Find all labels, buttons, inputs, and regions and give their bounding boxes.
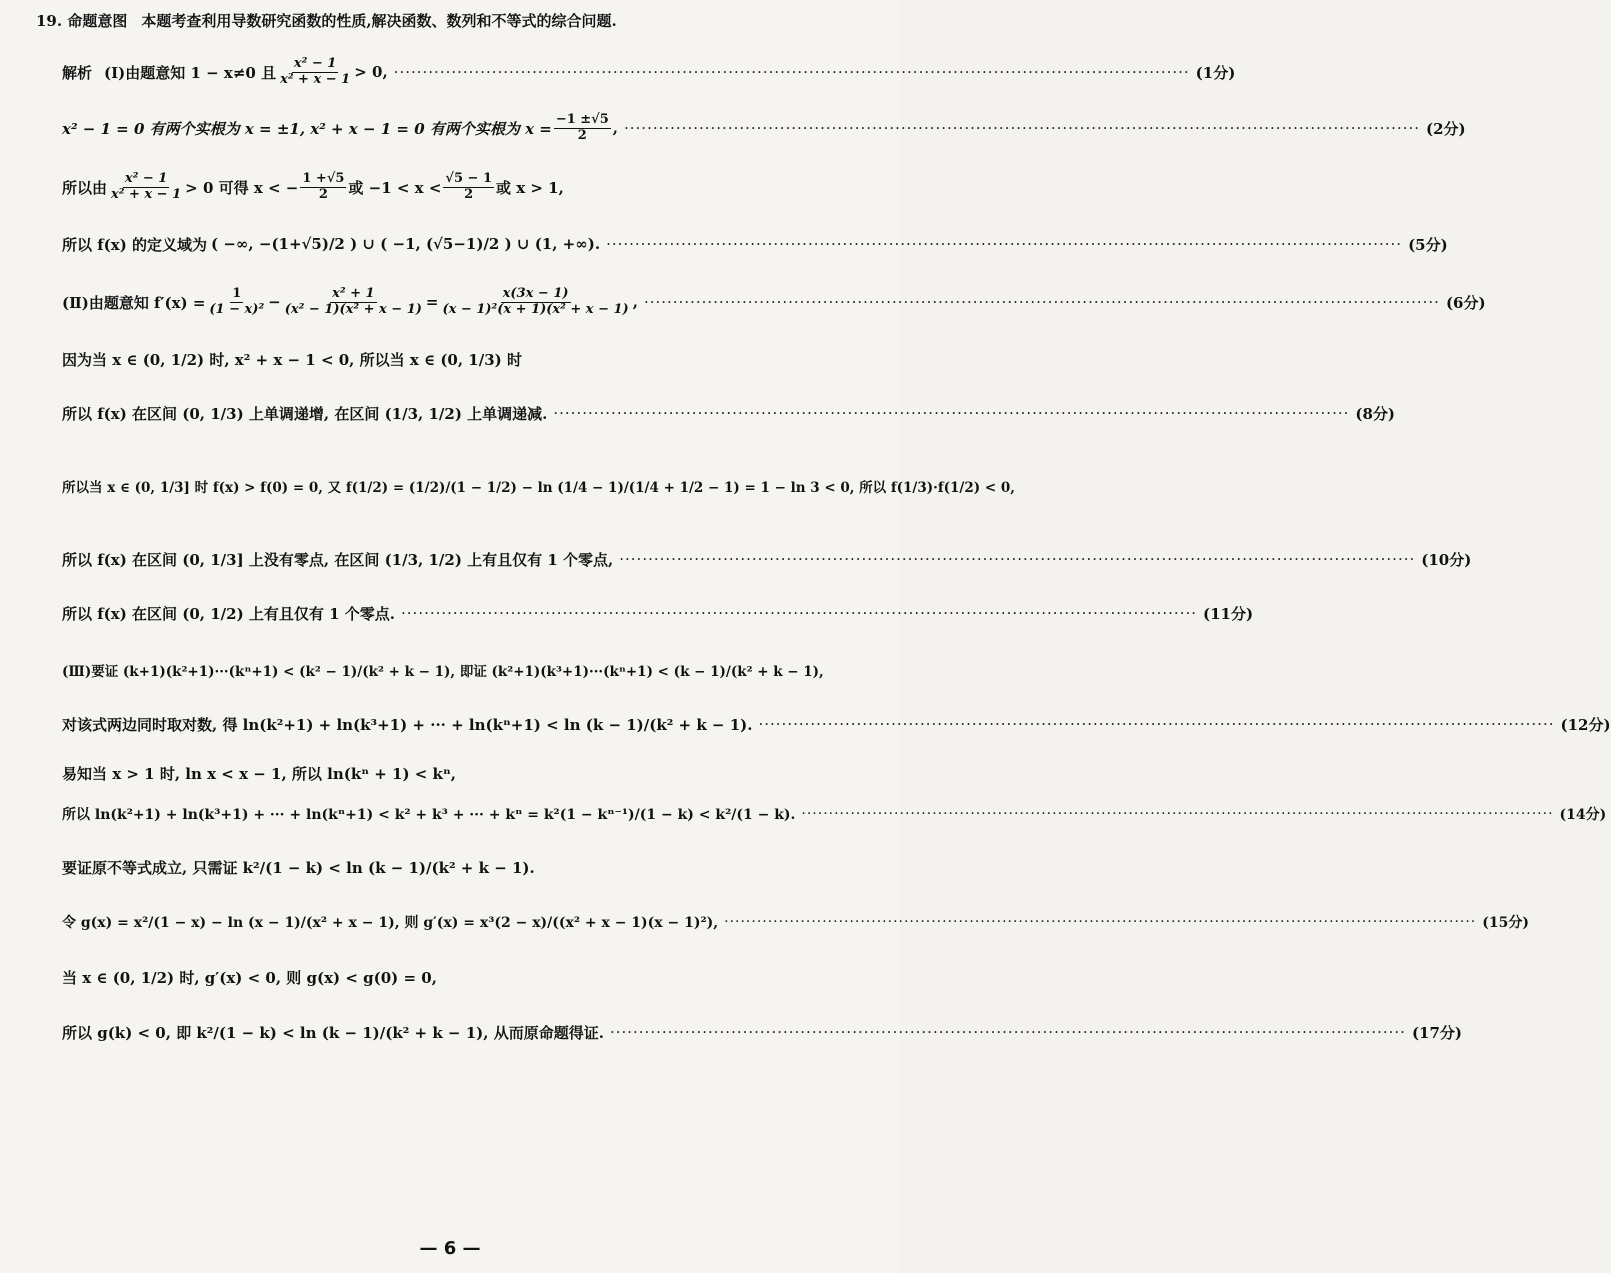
fraction xyxy=(440,287,630,318)
numerator: 1 xyxy=(232,285,242,301)
line-text: 所以 ln(k²+1) + ln(k³+1) + ··· + ln(kⁿ+1) < k² + k³ + ··· + kⁿ = k²(1 − kⁿ⁻¹)/(1 − k) < k²/(1 − k). xyxy=(62,807,796,823)
solution-line-9 xyxy=(62,542,1472,576)
score: (17分) xyxy=(1411,1023,1463,1042)
problem-header xyxy=(36,10,864,31)
line-text: 易知当 x > 1 时, ln x < x − 1, 所以 ln(kⁿ + 1) < kⁿ, xyxy=(62,764,456,783)
leader-dots xyxy=(724,914,1476,930)
numerator: x² + 1 xyxy=(332,285,375,301)
line-text: > 0 可得 x < − xyxy=(185,178,299,197)
line-text: 因为当 x ∈ (0, 1/2) 时, x² + x − 1 < 0, 所以当 x ∈ (0, 1/3) 时 xyxy=(62,350,522,369)
line-text: , xyxy=(632,293,638,311)
solution-line-18 xyxy=(62,1014,1463,1050)
line-text: 所以 f(x) 的定义域为 xyxy=(62,235,208,254)
line-text: 对该式两边同时取对数, 得 ln(k²+1) + ln(k³+1) + ··· + ln(kⁿ+1) < ln (k − 1)/(k² + k − 1). xyxy=(62,715,753,734)
leader-dots xyxy=(801,806,1553,822)
line-text: 令 g(x) = x²/(1 − x) − ln (x − 1)/(x² + x − 1), 则 g′(x) = x³(2 − x)/((x² + x − 1)(x − 1)²), xyxy=(62,915,719,931)
score: (14分) xyxy=(1559,807,1607,823)
score: (11分) xyxy=(1203,604,1254,623)
fraction xyxy=(207,287,266,318)
fraction xyxy=(443,172,494,203)
line-text: 要证原不等式成立, 只需证 k²/(1 − k) < ln (k − 1)/(k² + k − 1). xyxy=(62,858,535,877)
fraction xyxy=(554,113,611,144)
solution-line-1 xyxy=(62,54,1236,90)
line-text: 所以 g(k) < 0, 即 k²/(1 − k) < ln (k − 1)/(k² + k − 1), 从而原命题得证. xyxy=(62,1023,604,1042)
line-text: > 0, xyxy=(354,63,388,81)
solution-line-5 xyxy=(62,282,1486,322)
numerator: x² − 1 xyxy=(293,55,337,71)
numerator: √5 − 1 xyxy=(445,170,492,186)
solution-line-7 xyxy=(62,396,1396,430)
line-text: 所以 f(x) 在区间 (0, 1/3) 上单调递增, 在区间 (1/3, 1/2) 上单调递减. xyxy=(62,404,548,423)
solution-line-16 xyxy=(62,904,1529,940)
leader-dots xyxy=(606,235,1402,253)
denominator: x² + x − 1 xyxy=(111,186,182,202)
fraction xyxy=(300,172,346,203)
leader-dots xyxy=(619,550,1415,568)
math-expression: ( −∞, −(1+√5)/2 ) ∪ ( −1, (√5−1)/2 ) ∪ (1, +∞). xyxy=(211,235,601,253)
line-text: 或 −1 < x < xyxy=(348,178,442,197)
solution-line-6 xyxy=(62,342,864,376)
line-text: 所以 f(x) 在区间 (0, 1/2) 上有且仅有 1 个零点. xyxy=(62,604,396,623)
fraction xyxy=(283,287,424,318)
line-text: (Ⅲ)要证 (k+1)(k²+1)···(kⁿ+1) < (k² − 1)/(k² + k − 1), 即证 (k²+1)(k³+1)···(kⁿ+1) < (k − 1)/(k² + k − 1), xyxy=(62,664,824,680)
denominator: 2 xyxy=(577,127,587,143)
fraction xyxy=(109,172,183,203)
solution-line-13 xyxy=(62,758,864,788)
leader-dots xyxy=(624,119,1420,137)
solution-line-2 xyxy=(62,110,1466,146)
solution-line-17 xyxy=(62,960,864,994)
numerator: 1 +√5 xyxy=(302,170,345,186)
line-text: (Ⅰ)由题意知 1 − x≠0 且 xyxy=(104,63,277,82)
line-text: 所以 f(x) 在区间 (0, 1/3] 上没有零点, 在区间 (1/3, 1/2) 上有且仅有 1 个零点, xyxy=(62,550,614,569)
numerator: x² − 1 xyxy=(124,170,168,186)
solution-line-15 xyxy=(62,850,864,884)
solution-line-10 xyxy=(62,596,1254,630)
denominator: x² + x − 1 xyxy=(280,71,351,87)
score: (6分) xyxy=(1445,293,1486,312)
denominator: (x² − 1)(x² + x − 1) xyxy=(284,301,422,317)
denominator: (x − 1)²(x + 1)(x² + x − 1) xyxy=(442,301,629,317)
leader-dots xyxy=(553,404,1349,422)
solution-line-3 xyxy=(62,168,864,206)
solution-line-14 xyxy=(62,796,1607,832)
leader-dots xyxy=(758,715,1554,733)
score: (15分) xyxy=(1482,915,1529,931)
solution-line-12 xyxy=(62,706,1611,742)
fraction xyxy=(278,57,352,88)
problem-intent: 本题考查利用导数研究函数的性质,解决函数、数列和不等式的综合问题. xyxy=(141,12,617,30)
score: (10分) xyxy=(1421,550,1472,569)
line-text: − xyxy=(268,293,281,311)
score: (1分) xyxy=(1195,63,1236,82)
score: (2分) xyxy=(1426,119,1466,138)
solution-line-8 xyxy=(62,466,1015,506)
line-text: 所以当 x ∈ (0, 1/3] 时 f(x) > f(0) = 0, 又 f(1/2) = (1/2)/(1 − 1/2) − ln (1/4 − 1)/(1/4 + 1/2 − 1) = 1 − ln 3 < 0, 所以 f(1/3)·f(1/2) < 0, xyxy=(62,480,1015,496)
line-text: 所以由 xyxy=(62,178,108,197)
page-number: — 6 — xyxy=(419,1238,481,1259)
denominator: 2 xyxy=(318,186,328,202)
leader-dots xyxy=(610,1023,1406,1041)
denominator: 2 xyxy=(464,186,474,202)
score: (12分) xyxy=(1560,715,1611,734)
score: (8分) xyxy=(1355,404,1396,423)
line-text: 或 x > 1, xyxy=(496,178,564,197)
leader-dots xyxy=(394,63,1190,81)
denominator: (1 − x)² xyxy=(209,301,265,317)
line-text: , xyxy=(612,119,618,137)
score: (5分) xyxy=(1408,235,1448,254)
numerator: −1 ±√5 xyxy=(555,111,609,127)
line-text: = xyxy=(425,293,439,311)
leader-dots xyxy=(401,604,1197,622)
line-text: x² − 1 = 0 有两个实根为 x = ±1, x² + x − 1 = 0 有两个实根为 x = xyxy=(62,119,552,138)
solution-lead: 解析 xyxy=(62,63,93,82)
solution-line-4 xyxy=(62,226,1448,262)
line-text: 当 x ∈ (0, 1/2) 时, g′(x) < 0, 则 g(x) < g(0) = 0, xyxy=(62,968,437,987)
line-text: (Ⅱ)由题意知 f′(x) = xyxy=(62,293,206,312)
numerator: x(3x − 1) xyxy=(502,285,569,301)
problem-label: 19. 命题意图 xyxy=(36,12,128,30)
solution-line-11 xyxy=(62,652,864,688)
leader-dots xyxy=(644,293,1440,311)
